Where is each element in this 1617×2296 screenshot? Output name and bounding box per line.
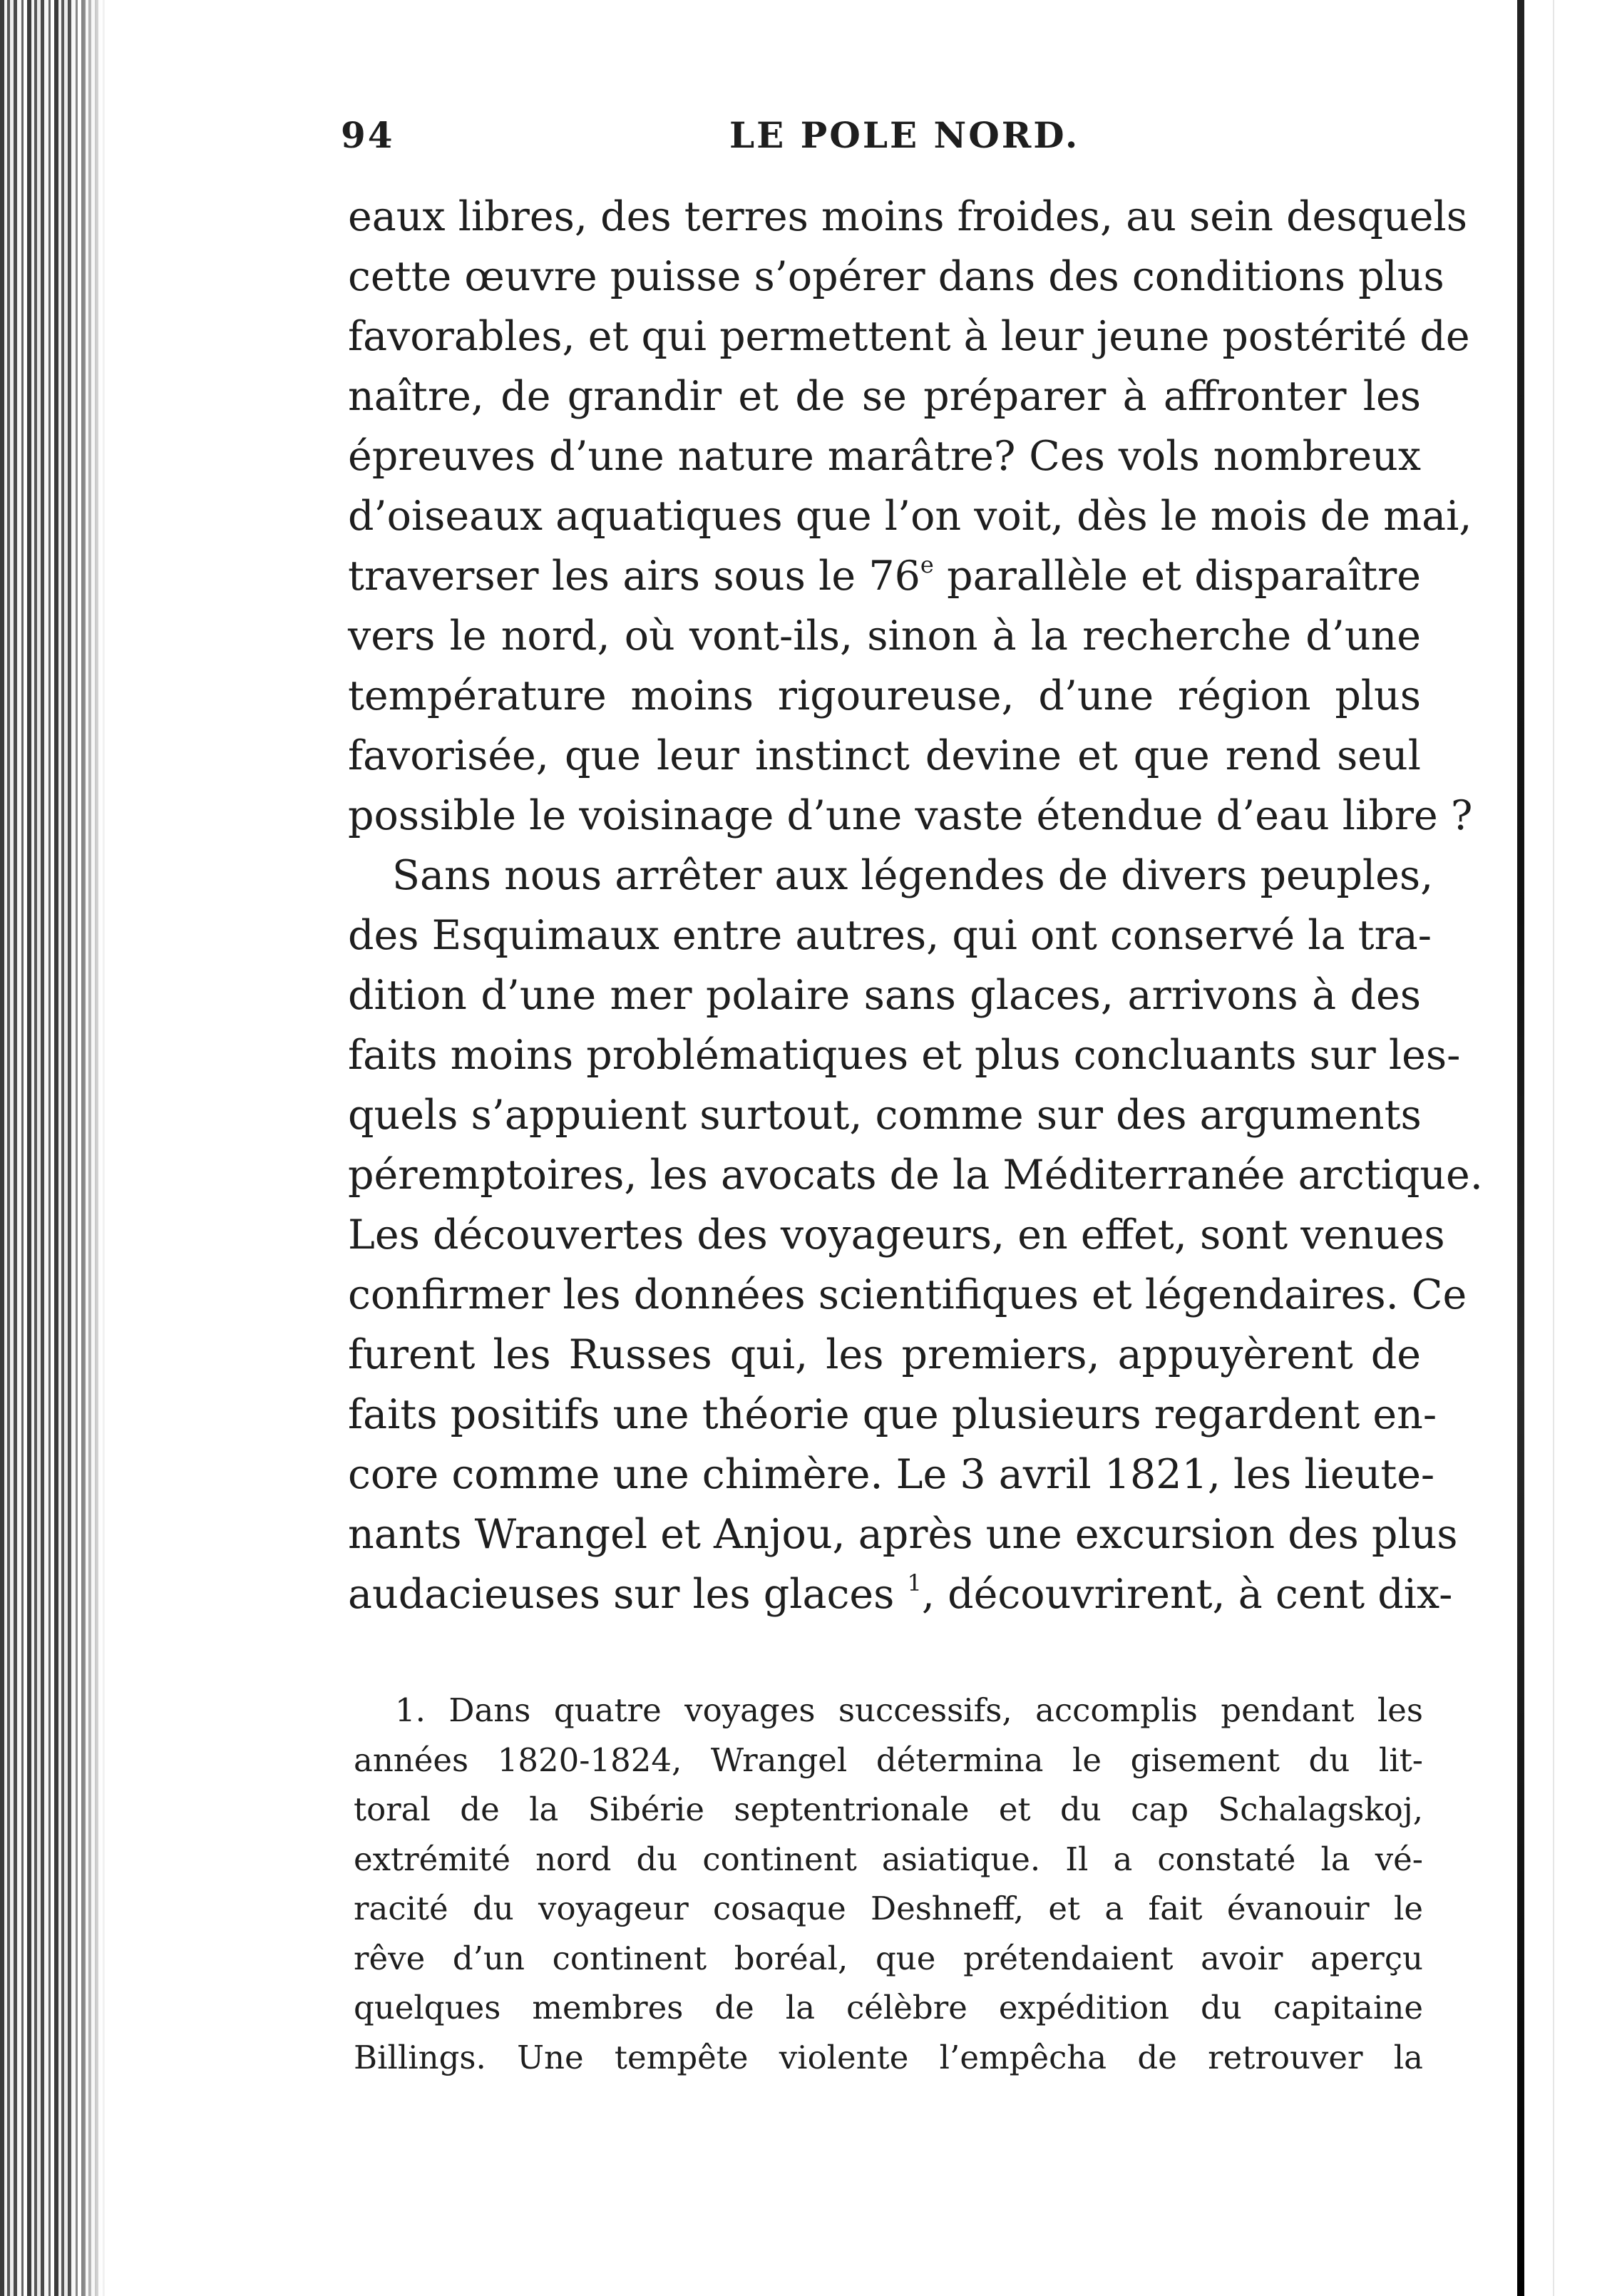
- body-line-text: audacieuses sur les glaces: [348, 1571, 908, 1618]
- footnote-line: toral de la Sibérie septentrionale et du cap Schalagskoj,: [354, 1790, 1423, 1828]
- running-head: [341, 114, 1424, 171]
- footnote-marker: 1: [907, 1569, 922, 1597]
- body-line: épreuves d’une nature marâtre? Ces vols nombreux: [348, 433, 1421, 480]
- footnote-line: 1. Dans quatre voyages successifs, accomplis pendant les: [395, 1691, 1423, 1729]
- footnote-line: Billings. Une tempête violente l’empêcha de retrouver la: [354, 2038, 1423, 2076]
- body-line: confirmer les données scientifiques et légendaires. Ce: [348, 1271, 1467, 1318]
- body-line: eaux libres, des terres moins froides, au sein desquels: [348, 193, 1467, 240]
- body-line: péremptoires, les avocats de la Méditerranée arctique.: [348, 1152, 1483, 1199]
- body-text: [348, 187, 1483, 1624]
- body-line: possible le voisinage d’une vaste étendue d’eau libre ?: [348, 792, 1473, 839]
- body-line-text: , découvrirent, à cent dix-: [921, 1571, 1453, 1618]
- ordinal-superscript: e: [920, 551, 934, 578]
- body-line: d’oiseaux aquatiques que l’on voit, dès le mois de mai,: [348, 493, 1472, 540]
- footnote-line: quelques membres de la célèbre expédition du capitaine: [354, 1989, 1423, 2026]
- body-line: dition d’une mer polaire sans glaces, arrivons à des: [348, 972, 1421, 1019]
- body-line: nants Wrangel et Anjou, après une excursion des plus: [348, 1511, 1458, 1558]
- body-line: température moins rigoureuse, d’une région plus: [348, 672, 1421, 719]
- body-line: [348, 1564, 1453, 1624]
- body-line: cette œuvre puisse s’opérer dans des conditions plus: [348, 253, 1444, 300]
- body-line: faits moins problématiques et plus concluants sur les-: [348, 1032, 1461, 1079]
- footnote-line: extrémité nord du continent asiatique. Il a constaté la vé-: [354, 1840, 1423, 1878]
- body-line: favorisée, que leur instinct devine et que rend seul: [348, 732, 1421, 779]
- body-line-text: traverser les airs sous le 76: [348, 553, 920, 600]
- footnote: [354, 1686, 1423, 2082]
- running-title: LE POLE NORD.: [729, 114, 1080, 156]
- footnote-line: rêve d’un continent boréal, que prétendaient avoir aperçu: [354, 1939, 1423, 1977]
- body-line: Sans nous arrêter aux légendes de divers peuples,: [392, 852, 1434, 899]
- body-line: naître, de grandir et de se préparer à affronter les: [348, 373, 1421, 420]
- body-line: favorables, et qui permettent à leur jeune postérité de: [348, 313, 1470, 360]
- body-line-text: parallèle et disparaître: [933, 553, 1421, 600]
- body-line: quels s’appuient surtout, comme sur des arguments: [348, 1092, 1422, 1139]
- body-line: des Esquimaux entre autres, qui ont conservé la tra-: [348, 912, 1432, 959]
- page-number: 94: [341, 114, 395, 156]
- body-line: Les découvertes des voyageurs, en effet, sont venues: [348, 1211, 1445, 1259]
- body-line: furent les Russes qui, les premiers, appuyèrent de: [348, 1331, 1421, 1378]
- body-line: [348, 546, 1421, 606]
- footnote-line: années 1820-1824, Wrangel détermina le gisement du lit-: [354, 1741, 1423, 1779]
- body-line: core comme une chimère. Le 3 avril 1821, les lieute-: [348, 1451, 1435, 1498]
- body-line: faits positifs une théorie que plusieurs regardent en-: [348, 1391, 1437, 1438]
- footnote-line: racité du voyageur cosaque Deshneff, et a fait évanouir le: [354, 1890, 1423, 1927]
- body-line: vers le nord, où vont-ils, sinon à la recherche d’une: [348, 613, 1421, 660]
